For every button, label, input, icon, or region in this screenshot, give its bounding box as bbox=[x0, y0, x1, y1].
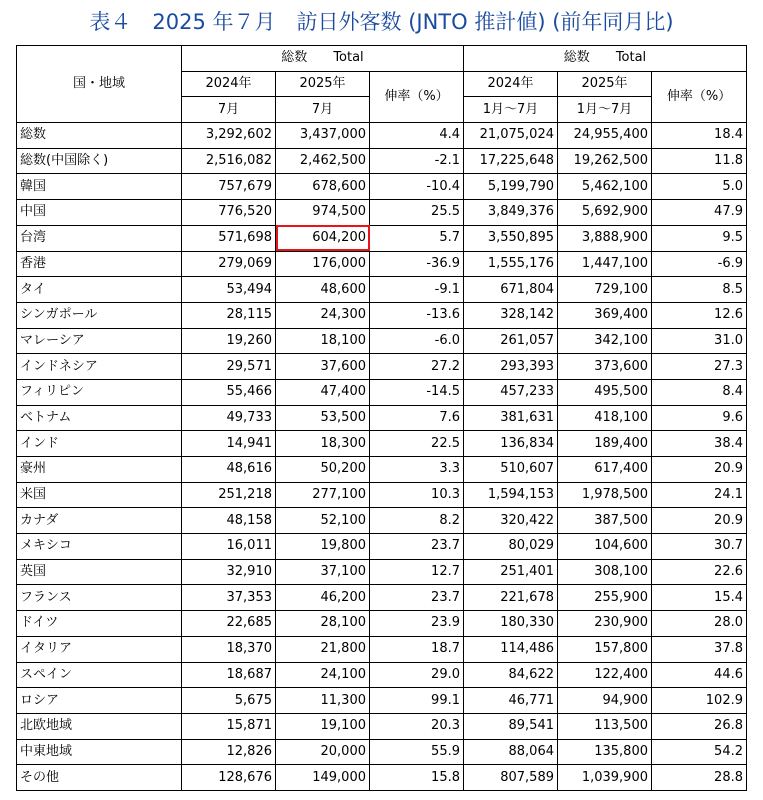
region-cell: インド bbox=[17, 431, 182, 457]
july-2025-cell: 47,400 bbox=[276, 379, 370, 405]
jan-jul-2024-cell: 320,422 bbox=[464, 508, 558, 534]
monthly-total-header bbox=[182, 46, 464, 72]
jan-jul-growth-cell: 9.6 bbox=[652, 405, 747, 431]
table-row bbox=[17, 174, 747, 200]
july-growth-cell: 55.9 bbox=[370, 739, 464, 765]
jan-jul-2024-cell: 261,057 bbox=[464, 328, 558, 354]
jan-jul-2025-cell: 342,100 bbox=[558, 328, 652, 354]
jan-jul-2024-cell: 457,233 bbox=[464, 379, 558, 405]
table-row bbox=[17, 148, 747, 174]
jan-jul-2025-cell: 369,400 bbox=[558, 302, 652, 328]
jan-jul-growth-cell: 44.6 bbox=[652, 662, 747, 688]
jan-jul-2025-cell: 1,447,100 bbox=[558, 251, 652, 277]
july-2025-cell: 28,100 bbox=[276, 611, 370, 637]
region-cell: インドネシア bbox=[17, 354, 182, 380]
cumulative-growth-header: 伸率（%） bbox=[652, 71, 747, 122]
july-growth-cell: 10.3 bbox=[370, 482, 464, 508]
july-2024-cell: 48,158 bbox=[182, 508, 276, 534]
jan-jul-2025-cell: 135,800 bbox=[558, 739, 652, 765]
jan-jul-growth-cell: 102.9 bbox=[652, 688, 747, 714]
region-cell: ドイツ bbox=[17, 611, 182, 637]
cumulative-total-label-ja: 総数 bbox=[563, 50, 590, 66]
july-2024-cell: 37,353 bbox=[182, 585, 276, 611]
july-growth-cell: 23.9 bbox=[370, 611, 464, 637]
table-row bbox=[17, 559, 747, 585]
region-cell: 香港 bbox=[17, 251, 182, 277]
table-row bbox=[17, 225, 747, 251]
july-2025-cell: 18,300 bbox=[276, 431, 370, 457]
table-row bbox=[17, 251, 747, 277]
jan-jul-2024-cell: 5,199,790 bbox=[464, 174, 558, 200]
cumulative-total-label-en: Total bbox=[615, 50, 647, 66]
jan-jul-growth-cell: 31.0 bbox=[652, 328, 747, 354]
jan-jul-2025-cell: 104,600 bbox=[558, 534, 652, 560]
cumulative-2024-header: 2024年 bbox=[464, 71, 558, 97]
region-cell: スペイン bbox=[17, 662, 182, 688]
july-2024-cell: 251,218 bbox=[182, 482, 276, 508]
highlighted-value-cell: 604,200 bbox=[276, 225, 370, 251]
july-2024-cell: 12,826 bbox=[182, 739, 276, 765]
july-2025-cell: 21,800 bbox=[276, 636, 370, 662]
table-row bbox=[17, 636, 747, 662]
jan-jul-growth-cell: 47.9 bbox=[652, 200, 747, 226]
monthly-2025-period: 7月 bbox=[276, 97, 370, 123]
jan-jul-2025-cell: 230,900 bbox=[558, 611, 652, 637]
region-cell: 総数 bbox=[17, 123, 182, 149]
cumulative-2025-period: 1月～7月 bbox=[558, 97, 652, 123]
monthly-total-label-ja: 総数 bbox=[281, 50, 308, 66]
table-row bbox=[17, 534, 747, 560]
jan-jul-growth-cell: 8.4 bbox=[652, 379, 747, 405]
jan-jul-growth-cell: 15.4 bbox=[652, 585, 747, 611]
july-2025-cell: 2,462,500 bbox=[276, 148, 370, 174]
table-row bbox=[17, 585, 747, 611]
july-growth-cell: 12.7 bbox=[370, 559, 464, 585]
jan-jul-2025-cell: 113,500 bbox=[558, 713, 652, 739]
jan-jul-2025-cell: 1,978,500 bbox=[558, 482, 652, 508]
jan-jul-2024-cell: 136,834 bbox=[464, 431, 558, 457]
monthly-2024-period: 7月 bbox=[182, 97, 276, 123]
table-row bbox=[17, 713, 747, 739]
july-2024-cell: 128,676 bbox=[182, 765, 276, 791]
july-2024-cell: 15,871 bbox=[182, 713, 276, 739]
july-2024-cell: 19,260 bbox=[182, 328, 276, 354]
jan-jul-growth-cell: 30.7 bbox=[652, 534, 747, 560]
table-row bbox=[17, 123, 747, 149]
july-2025-cell: 277,100 bbox=[276, 482, 370, 508]
region-cell: 北欧地域 bbox=[17, 713, 182, 739]
jan-jul-2025-cell: 157,800 bbox=[558, 636, 652, 662]
jan-jul-growth-cell: 5.0 bbox=[652, 174, 747, 200]
region-cell: フィリピン bbox=[17, 379, 182, 405]
table-title: 表４ 2025 年７月 訪日外客数 (JNTO 推計値) (前年同月比) bbox=[89, 10, 674, 34]
jan-jul-2024-cell: 3,550,895 bbox=[464, 225, 558, 251]
table-row bbox=[17, 277, 747, 303]
monthly-2025-header: 2025年 bbox=[276, 71, 370, 97]
region-cell: メキシコ bbox=[17, 534, 182, 560]
table-row bbox=[17, 328, 747, 354]
table-row bbox=[17, 482, 747, 508]
july-2024-cell: 48,616 bbox=[182, 457, 276, 483]
jan-jul-growth-cell: 20.9 bbox=[652, 508, 747, 534]
july-growth-cell: 3.3 bbox=[370, 457, 464, 483]
cumulative-2024-period: 1月～7月 bbox=[464, 97, 558, 123]
jan-jul-growth-cell: 22.6 bbox=[652, 559, 747, 585]
jan-jul-2025-cell: 5,462,100 bbox=[558, 174, 652, 200]
july-2024-cell: 2,516,082 bbox=[182, 148, 276, 174]
july-2024-cell: 28,115 bbox=[182, 302, 276, 328]
july-2024-cell: 571,698 bbox=[182, 225, 276, 251]
july-2025-cell: 24,100 bbox=[276, 662, 370, 688]
july-2024-cell: 757,679 bbox=[182, 174, 276, 200]
region-cell: タイ bbox=[17, 277, 182, 303]
july-2024-cell: 16,011 bbox=[182, 534, 276, 560]
july-growth-cell: 18.7 bbox=[370, 636, 464, 662]
july-2025-cell: 50,200 bbox=[276, 457, 370, 483]
jan-jul-2024-cell: 381,631 bbox=[464, 405, 558, 431]
july-growth-cell: 8.2 bbox=[370, 508, 464, 534]
region-cell: 中東地域 bbox=[17, 739, 182, 765]
july-growth-cell: 23.7 bbox=[370, 534, 464, 560]
july-2025-cell: 46,200 bbox=[276, 585, 370, 611]
jan-jul-growth-cell: 27.3 bbox=[652, 354, 747, 380]
july-2025-cell: 678,600 bbox=[276, 174, 370, 200]
jan-jul-2024-cell: 21,075,024 bbox=[464, 123, 558, 149]
jan-jul-2024-cell: 510,607 bbox=[464, 457, 558, 483]
jan-jul-2025-cell: 3,888,900 bbox=[558, 225, 652, 251]
jan-jul-growth-cell: 28.8 bbox=[652, 765, 747, 791]
cumulative-2025-header: 2025年 bbox=[558, 71, 652, 97]
monthly-2024-header: 2024年 bbox=[182, 71, 276, 97]
jan-jul-2025-cell: 255,900 bbox=[558, 585, 652, 611]
table-row bbox=[17, 662, 747, 688]
july-2024-cell: 14,941 bbox=[182, 431, 276, 457]
july-growth-cell: 5.7 bbox=[370, 225, 464, 251]
jan-jul-2025-cell: 373,600 bbox=[558, 354, 652, 380]
jan-jul-2024-cell: 328,142 bbox=[464, 302, 558, 328]
july-2025-cell: 11,300 bbox=[276, 688, 370, 714]
july-2024-cell: 22,685 bbox=[182, 611, 276, 637]
jan-jul-2024-cell: 89,541 bbox=[464, 713, 558, 739]
july-2025-cell: 176,000 bbox=[276, 251, 370, 277]
region-cell: 中国 bbox=[17, 200, 182, 226]
table-row bbox=[17, 688, 747, 714]
july-2024-cell: 776,520 bbox=[182, 200, 276, 226]
july-2025-cell: 24,300 bbox=[276, 302, 370, 328]
jan-jul-2024-cell: 671,804 bbox=[464, 277, 558, 303]
july-growth-cell: 99.1 bbox=[370, 688, 464, 714]
july-2024-cell: 18,370 bbox=[182, 636, 276, 662]
july-2025-cell: 53,500 bbox=[276, 405, 370, 431]
region-cell: 豪州 bbox=[17, 457, 182, 483]
july-growth-cell: -9.1 bbox=[370, 277, 464, 303]
jan-jul-2025-cell: 387,500 bbox=[558, 508, 652, 534]
july-2024-cell: 53,494 bbox=[182, 277, 276, 303]
jan-jul-growth-cell: 8.5 bbox=[652, 277, 747, 303]
region-cell: フランス bbox=[17, 585, 182, 611]
jan-jul-2025-cell: 5,692,900 bbox=[558, 200, 652, 226]
region-cell: 英国 bbox=[17, 559, 182, 585]
table-row bbox=[17, 200, 747, 226]
jan-jul-growth-cell: -6.9 bbox=[652, 251, 747, 277]
july-2025-cell: 48,600 bbox=[276, 277, 370, 303]
jan-jul-2024-cell: 17,225,648 bbox=[464, 148, 558, 174]
july-2024-cell: 29,571 bbox=[182, 354, 276, 380]
region-cell: ロシア bbox=[17, 688, 182, 714]
jan-jul-2025-cell: 729,100 bbox=[558, 277, 652, 303]
jan-jul-2025-cell: 1,039,900 bbox=[558, 765, 652, 791]
monthly-growth-header: 伸率（%） bbox=[370, 71, 464, 122]
table-header bbox=[17, 46, 747, 123]
july-2024-cell: 55,466 bbox=[182, 379, 276, 405]
july-2024-cell: 49,733 bbox=[182, 405, 276, 431]
table-row bbox=[17, 379, 747, 405]
july-growth-cell: -36.9 bbox=[370, 251, 464, 277]
july-2024-cell: 32,910 bbox=[182, 559, 276, 585]
july-growth-cell: 23.7 bbox=[370, 585, 464, 611]
july-2025-cell: 20,000 bbox=[276, 739, 370, 765]
visitor-statistics-table bbox=[16, 45, 747, 791]
table-row bbox=[17, 739, 747, 765]
region-cell: イタリア bbox=[17, 636, 182, 662]
table-row bbox=[17, 765, 747, 791]
region-cell: 台湾 bbox=[17, 225, 182, 251]
jan-jul-2024-cell: 807,589 bbox=[464, 765, 558, 791]
july-growth-cell: -2.1 bbox=[370, 148, 464, 174]
july-growth-cell: 7.6 bbox=[370, 405, 464, 431]
july-growth-cell: -10.4 bbox=[370, 174, 464, 200]
jan-jul-2024-cell: 114,486 bbox=[464, 636, 558, 662]
table-row bbox=[17, 302, 747, 328]
july-growth-cell: -14.5 bbox=[370, 379, 464, 405]
table-body bbox=[17, 123, 747, 791]
july-growth-cell: 27.2 bbox=[370, 354, 464, 380]
table-row bbox=[17, 431, 747, 457]
jan-jul-2025-cell: 617,400 bbox=[558, 457, 652, 483]
july-2024-cell: 18,687 bbox=[182, 662, 276, 688]
july-2025-cell: 19,800 bbox=[276, 534, 370, 560]
jan-jul-2025-cell: 24,955,400 bbox=[558, 123, 652, 149]
july-growth-cell: 4.4 bbox=[370, 123, 464, 149]
table-row bbox=[17, 508, 747, 534]
july-2025-cell: 37,600 bbox=[276, 354, 370, 380]
jan-jul-2025-cell: 495,500 bbox=[558, 379, 652, 405]
jan-jul-growth-cell: 28.0 bbox=[652, 611, 747, 637]
region-cell: ベトナム bbox=[17, 405, 182, 431]
july-growth-cell: 25.5 bbox=[370, 200, 464, 226]
jan-jul-2024-cell: 180,330 bbox=[464, 611, 558, 637]
july-2025-cell: 52,100 bbox=[276, 508, 370, 534]
jan-jul-2024-cell: 88,064 bbox=[464, 739, 558, 765]
july-growth-cell: -13.6 bbox=[370, 302, 464, 328]
july-growth-cell: -6.0 bbox=[370, 328, 464, 354]
jan-jul-growth-cell: 12.6 bbox=[652, 302, 747, 328]
jan-jul-growth-cell: 11.8 bbox=[652, 148, 747, 174]
jan-jul-2025-cell: 189,400 bbox=[558, 431, 652, 457]
region-cell: 韓国 bbox=[17, 174, 182, 200]
jan-jul-2024-cell: 3,849,376 bbox=[464, 200, 558, 226]
july-2025-cell: 18,100 bbox=[276, 328, 370, 354]
jan-jul-2025-cell: 122,400 bbox=[558, 662, 652, 688]
table-row bbox=[17, 354, 747, 380]
jan-jul-2024-cell: 251,401 bbox=[464, 559, 558, 585]
jan-jul-growth-cell: 54.2 bbox=[652, 739, 747, 765]
july-2025-cell: 974,500 bbox=[276, 200, 370, 226]
july-2025-cell: 3,437,000 bbox=[276, 123, 370, 149]
jan-jul-growth-cell: 18.4 bbox=[652, 123, 747, 149]
july-growth-cell: 22.5 bbox=[370, 431, 464, 457]
region-cell: 米国 bbox=[17, 482, 182, 508]
jan-jul-2024-cell: 221,678 bbox=[464, 585, 558, 611]
jan-jul-2024-cell: 1,594,153 bbox=[464, 482, 558, 508]
jan-jul-2024-cell: 46,771 bbox=[464, 688, 558, 714]
region-header: 国・地域 bbox=[17, 46, 182, 123]
region-cell: マレーシア bbox=[17, 328, 182, 354]
july-growth-cell: 20.3 bbox=[370, 713, 464, 739]
cumulative-total-header bbox=[464, 46, 747, 72]
region-cell: その他 bbox=[17, 765, 182, 791]
table-row bbox=[17, 611, 747, 637]
region-cell: 総数(中国除く) bbox=[17, 148, 182, 174]
jan-jul-2025-cell: 418,100 bbox=[558, 405, 652, 431]
july-growth-cell: 15.8 bbox=[370, 765, 464, 791]
jan-jul-2024-cell: 84,622 bbox=[464, 662, 558, 688]
monthly-total-label-en: Total bbox=[333, 50, 364, 66]
jan-jul-2025-cell: 308,100 bbox=[558, 559, 652, 585]
jan-jul-growth-cell: 24.1 bbox=[652, 482, 747, 508]
july-2025-cell: 19,100 bbox=[276, 713, 370, 739]
region-cell: カナダ bbox=[17, 508, 182, 534]
jan-jul-growth-cell: 20.9 bbox=[652, 457, 747, 483]
july-growth-cell: 29.0 bbox=[370, 662, 464, 688]
jan-jul-2025-cell: 94,900 bbox=[558, 688, 652, 714]
july-2024-cell: 279,069 bbox=[182, 251, 276, 277]
jan-jul-growth-cell: 9.5 bbox=[652, 225, 747, 251]
jan-jul-growth-cell: 37.8 bbox=[652, 636, 747, 662]
region-cell: シンガポール bbox=[17, 302, 182, 328]
jan-jul-2024-cell: 293,393 bbox=[464, 354, 558, 380]
jan-jul-2024-cell: 1,555,176 bbox=[464, 251, 558, 277]
table-row bbox=[17, 457, 747, 483]
jan-jul-growth-cell: 26.8 bbox=[652, 713, 747, 739]
july-2025-cell: 149,000 bbox=[276, 765, 370, 791]
jan-jul-2024-cell: 80,029 bbox=[464, 534, 558, 560]
jan-jul-2025-cell: 19,262,500 bbox=[558, 148, 652, 174]
july-2025-cell: 37,100 bbox=[276, 559, 370, 585]
table-row bbox=[17, 405, 747, 431]
july-2024-cell: 3,292,602 bbox=[182, 123, 276, 149]
july-2024-cell: 5,675 bbox=[182, 688, 276, 714]
jan-jul-growth-cell: 38.4 bbox=[652, 431, 747, 457]
